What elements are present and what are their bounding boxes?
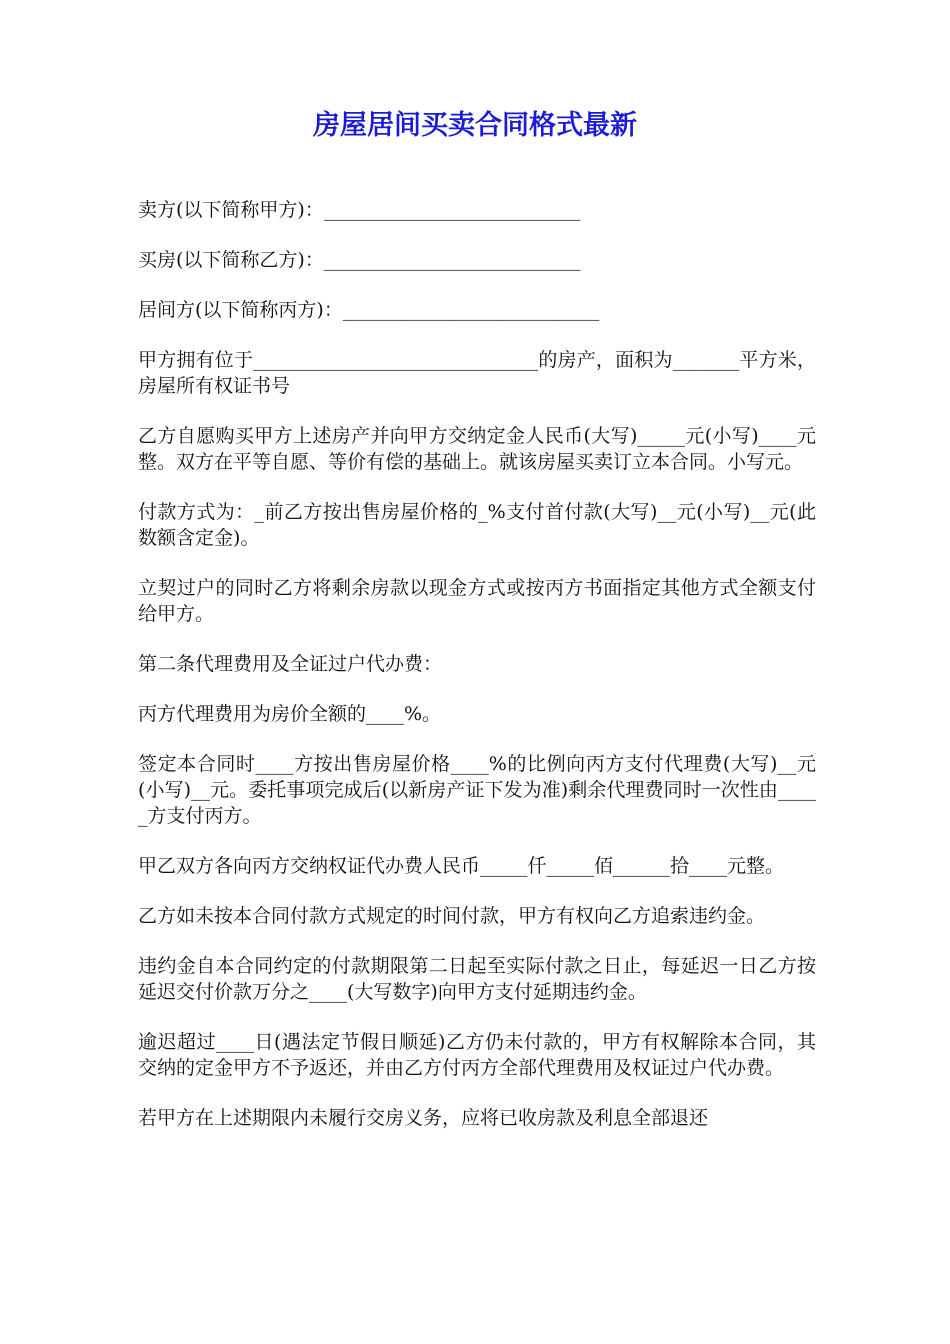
paragraph-property: 甲方拥有位于______________________________的房产，面积为_______平方米，房屋所有权证书号 [138, 349, 816, 397]
paragraph-transfer: 立契过户的同时乙方将剩余房款以现金方式或按丙方书面指定其他方式全额支付给甲方。 [138, 577, 816, 625]
paragraph-seller: 卖方(以下简称甲方)：___________________________ [138, 199, 581, 221]
paragraph-agency-fee: 丙方代理费用为房价全额的____%。 [138, 703, 442, 725]
paragraph-certificate-fee: 甲乙双方各向丙方交纳权证代办费人民币_____仟_____佰______拾____元整。 [138, 855, 785, 877]
paragraph-article-two: 第二条代理费用及全证过户代办费： [138, 653, 443, 675]
paragraph-payment-method: 付款方式为：_前乙方按出售房屋价格的_%支付首付款(大写)__元(小写)__元(此数额含定金)。 [138, 501, 816, 549]
document-body [138, 197, 816, 1155]
paragraph-buyer: 买房(以下简称乙方)：___________________________ [138, 249, 581, 271]
paragraph-agency-payment: 签定本合同时____方按出售房屋价格____%的比例向丙方支付代理费(大写)__元(小写)__元。委托事项完成后(以新房产证下发为准)剩余代理费同时一次性由_____方支付丙方。 [138, 753, 816, 827]
paragraph-intermediary: 居间方(以下简称丙方)：___________________________ [138, 299, 600, 321]
paragraph-termination: 逾迟超过____日(遇法定节假日顺延)乙方仍未付款的，甲方有权解除本合同，其交纳的定金甲方不予返还，并由乙方付丙方全部代理费用及权证过户代办费。 [138, 1031, 816, 1079]
paragraph-penalty: 违约金自本合同约定的付款期限第二日起至实际付款之日止，每延迟一日乙方按延迟交付价款万分之____(大写数字)向甲方支付延期违约金。 [138, 955, 816, 1003]
paragraph-late-payment: 乙方如未按本合同付款方式规定的时间付款，甲方有权向乙方追索违约金。 [138, 905, 766, 927]
document-title: 房屋居间买卖合同格式最新 [313, 110, 637, 141]
paragraph-refund: 若甲方在上述期限内未履行交房义务，应将已收房款及利息全部退还 [138, 1107, 709, 1129]
paragraph-deposit: 乙方自愿购买甲方上述房产并向甲方交纳定金人民币(大写)_____元(小写)____元整。双方在平等自愿、等价有偿的基础上。就该房屋买卖订立本合同。小写元。 [138, 425, 816, 473]
